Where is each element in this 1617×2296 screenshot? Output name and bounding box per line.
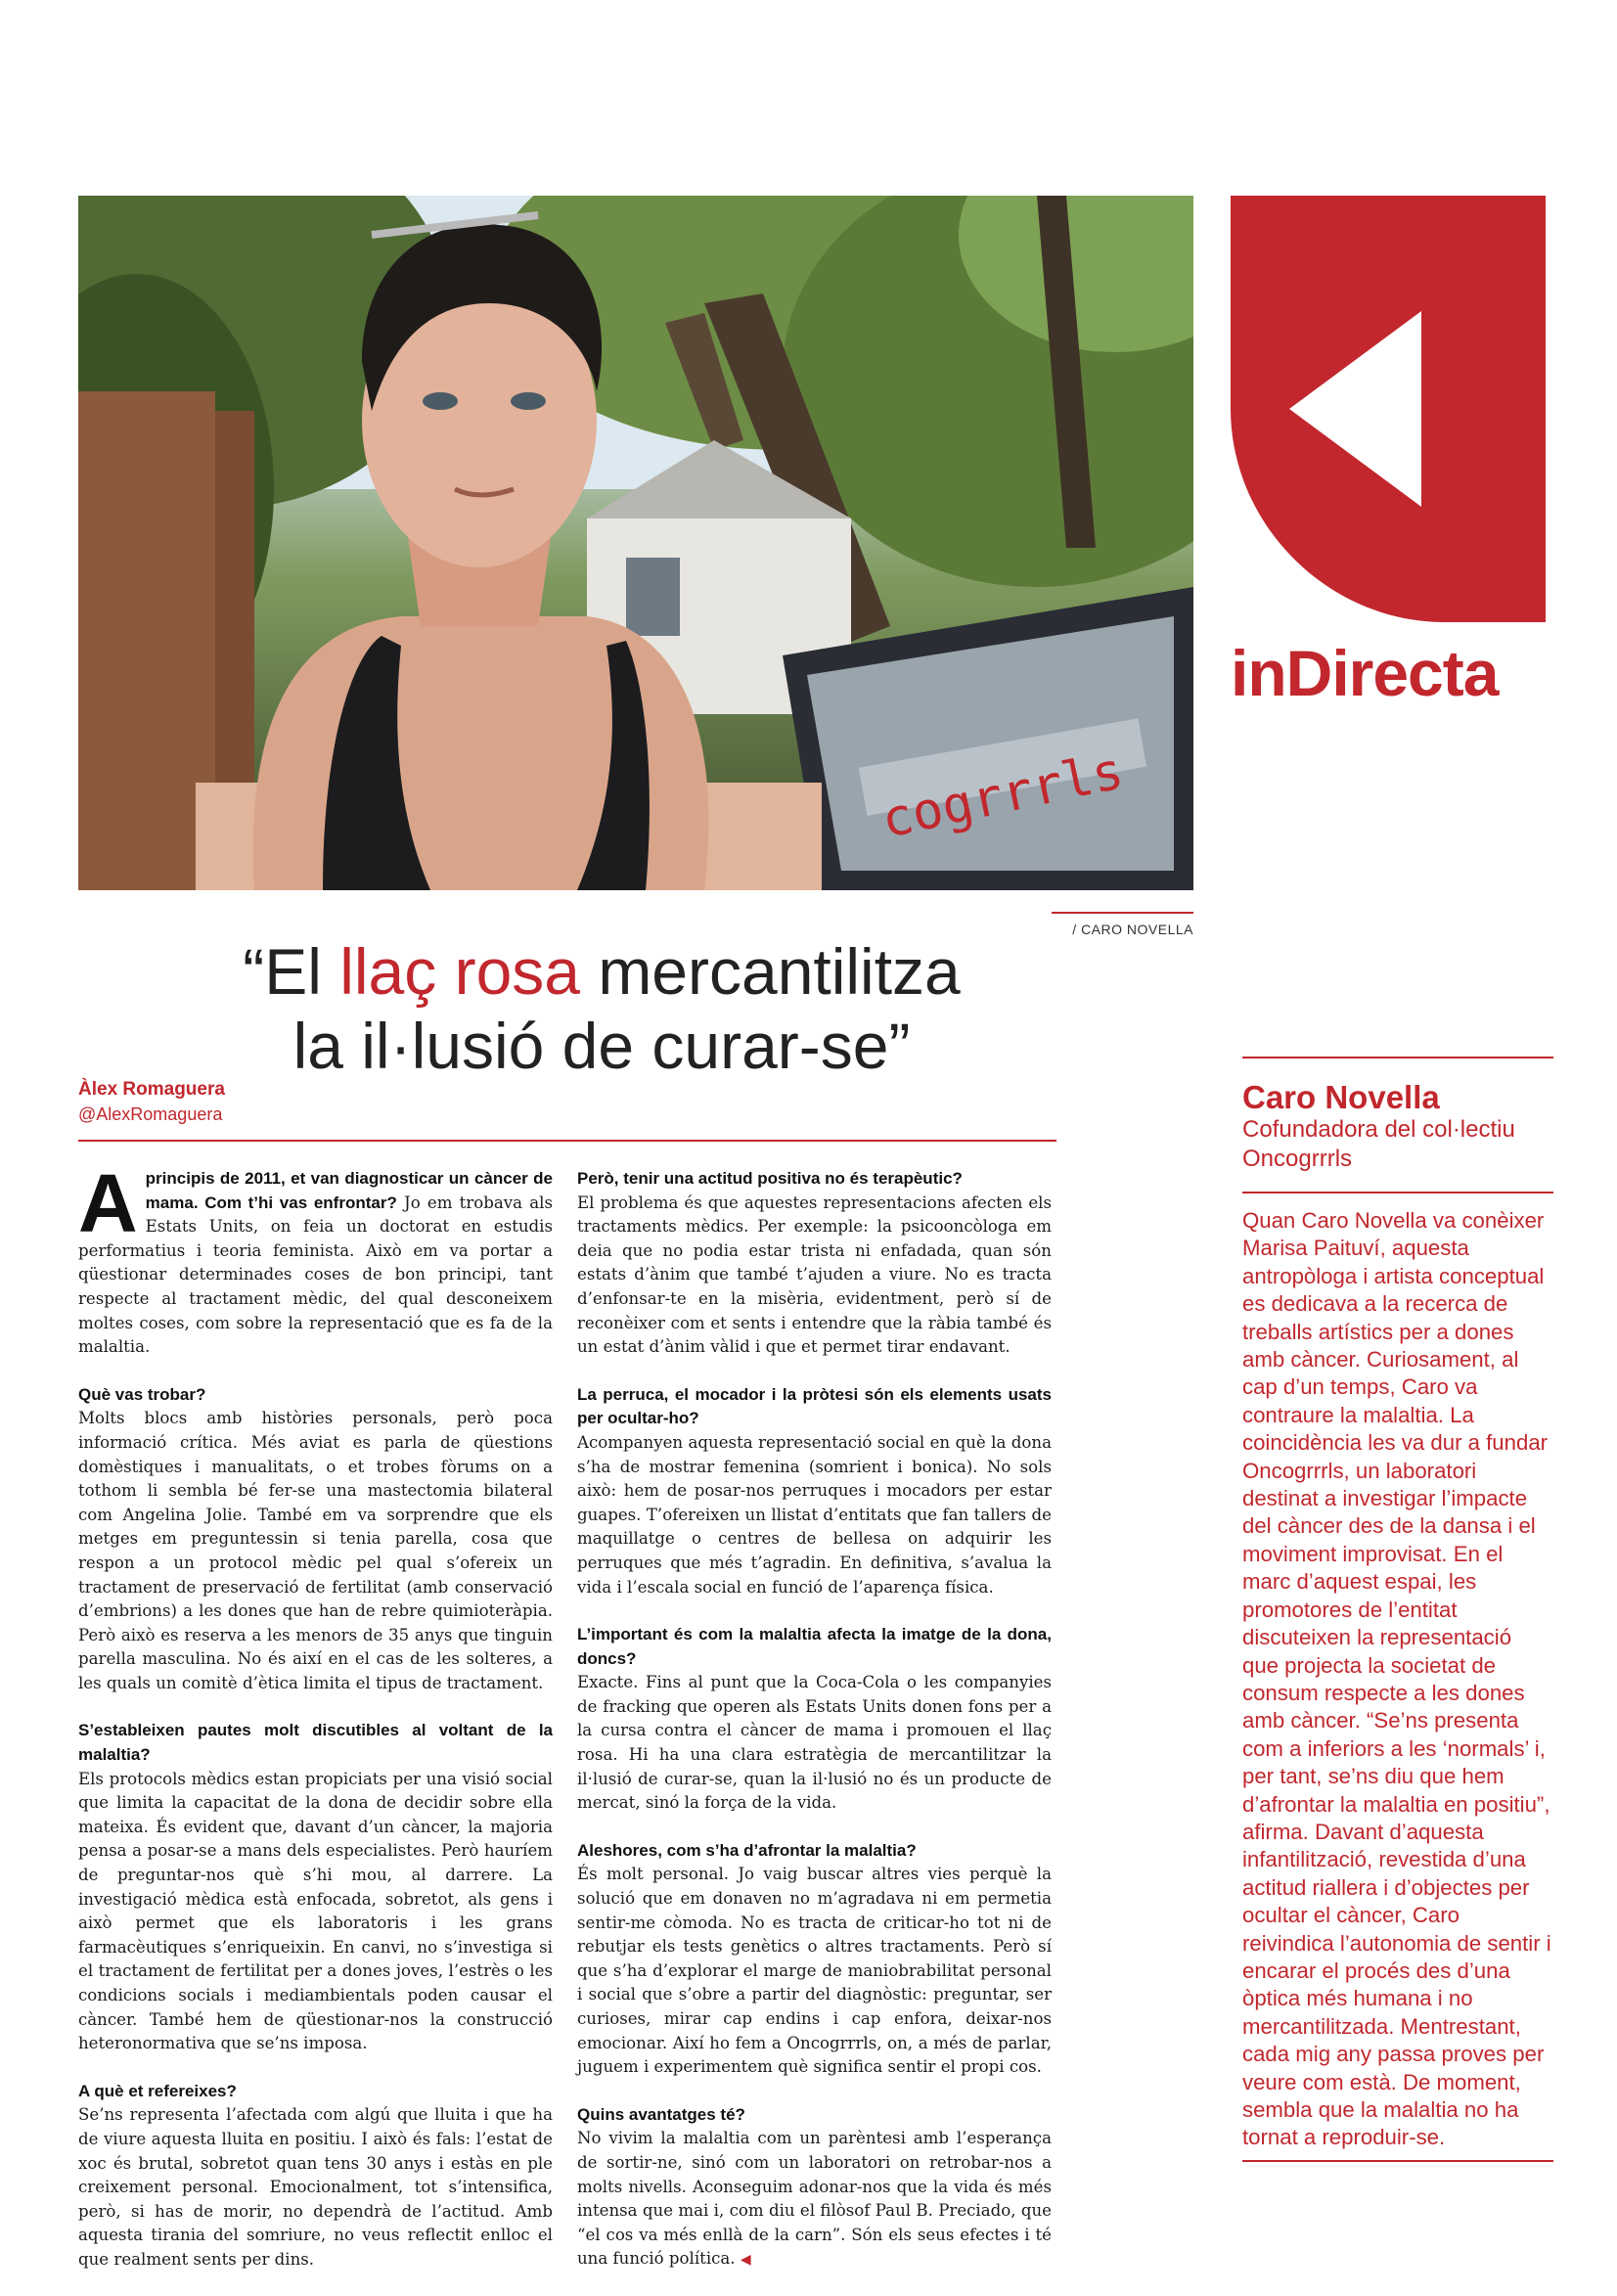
question-heading: Què vas trobar?: [78, 1384, 206, 1404]
headline-highlight: llaç rosa: [339, 935, 580, 1008]
photo-credit: / CARO NOVELLA: [1052, 912, 1193, 937]
profile-name: Caro Novella: [1242, 1079, 1440, 1115]
drop-cap: A: [78, 1157, 138, 1249]
brand-name: inDirecta: [1231, 637, 1499, 709]
question-heading: A què et refereixes?: [78, 2081, 237, 2100]
brand-logo: [1231, 196, 1546, 622]
laptop-screen-text: cogrrrls: [876, 742, 1129, 850]
article-column-1: [78, 1157, 553, 2296]
headline-rule: [78, 1140, 1056, 1142]
photo-illustration: [78, 196, 1193, 890]
question-heading: L’important és com la malaltia afecta la imatge de la dona, doncs?: [577, 1625, 1052, 1668]
author-handle[interactable]: @AlexRomaguera: [78, 1104, 223, 1124]
profile-body: Quan Caro Novella va conèixer Marisa Paituví, aquesta antropòloga i artista conceptual es dedicava a la recerca de treballs artístics per a dones amb càncer. Curiosament, al cap d’un temps, Caro va contraure la malaltia. La coincidència les va dur a fundar Oncogrrrls, un laboratori destinat a investigar l’impacte del càncer des de la dansa i el moviment improvisat. En el marc d’aquest espai, les promotores de l’entitat discuteixen la representació que projecta la societat de consum respecte a les dones amb càncer. “Se’ns presenta com a inferiors a les ‘normals’ i, per tant, se’ns diu que hem d’afrontar la malaltia en positiu”, afirma. Davant d’aquesta infantilització, revestida d’una actitud riallera i d’objectes per ocultar el càncer, Caro reivindica l’autonomia de sentir i encarar el procés des d’una òptica més humana i no mercantilitzada. Mentrestant, cada mig any passa proves per veure com està. De moment, sembla que la malaltia no ha tornat a reproduir-se.: [1242, 1208, 1551, 2150]
question-heading: La perruca, el mocador i la pròtesi són els elements usats per ocultar-ho?: [577, 1384, 1052, 1428]
article-column-2: [577, 1167, 1052, 2295]
sidebar-mid-rule: [1242, 1192, 1553, 1193]
profile-role: Cofundadora del col·lectiu Oncogrrrls: [1242, 1116, 1515, 1172]
headline-open: “El: [243, 935, 340, 1008]
final-answer-text: No vivim la malaltia com un parèntesi amb l’esperança de sortir-ne, sinó com un laboratori on retrobar-nos a molts nivells. Aconseguim adonar-nos que la vida és més intensa que mai i, com diu el filòsof Paul B. Preciado, que “el cos va més enllà de la carn”. Són els seus efectes i té una funció política.: [577, 2129, 1052, 2269]
answer-paragraph: Els protocols mèdics estan propiciats per una visió social que limita la capacitat de la dona de decidir sobre ella mateixa. És evident que, davant d’un càncer, la majoria pensa a posar-se a mans dels especialistes. Però hauríem de preguntar-nos què s’hi mou, al darrere. La investigació mèdica està enfocada, sobretot, als gens i això permet que els laboratoris i les grans farmacèutiques s’enriqueixin. En canvi, no s’investiga si el tractament de fertilitat per a dones joves, l’estrès o les condicions socials i mediambientals poden causar el càncer. També hem de qüestionar-nos la construcció heteronormativa que se’ns imposa.: [78, 1769, 553, 2053]
profile-sidebar: [1242, 1057, 1553, 2162]
answer-paragraph: [577, 2127, 1052, 2272]
answer-paragraph: Molts blocs amb històries personals, però poca informació crítica. Més aviat es parla de qüestions domèstiques i manualitats, o et trobes fòrums on a tothom li sembla bé fer-se una mastectomia bilateral com Angelina Jolie. També em va sorprendre que els metges em preguntessin si tenia parella, cosa que respon a un protocol mèdic pel qual s’ofereix un tractament de preservació de fertilitat (amb conservació d’embrions) a les dones que han de rebre quimioteràpia. Però això es reserva a les menors de 35 anys que tinguin parella masculina. No és així en el cas de les solteres, a les quals un comitè d’ètica limita el tipus de tractament.: [78, 1409, 553, 1692]
sidebar-top-rule: [1242, 1057, 1553, 1058]
article-intro: [78, 1157, 553, 1360]
sidebar-bottom-rule: [1242, 2160, 1553, 2162]
answer-paragraph: Exacte. Fins al punt que la Coca-Cola o les companyies de fracking que operen als Estats Units donen fons per a la cursa contra el càncer de mama i promouen el llaç rosa. Hi ha una clara estratègia de mercantilitzar la il·lusió de curar-se, quan la il·lusió no és un producte de mercat, sinó la força de la vida.: [577, 1673, 1052, 1813]
byline: [78, 1079, 225, 1125]
question-heading: Aleshores, com s’ha d’afrontar la malaltia?: [577, 1840, 917, 1860]
question-heading: Però, tenir una actitud positiva no és terapèutic?: [577, 1169, 963, 1188]
question-heading: S’estableixen pautes molt discutibles al voltant de la malaltia?: [78, 1721, 553, 1765]
answer-paragraph: El problema és que aquestes representacions afecten els tractaments mèdics. Per exemple: la psicooncòloga em deia que no podia estar trista ni enfadada, quan són estats d’ànim que també t’ajuden a viure. No es tracta d’enfonsar-te en la misèria, evidentment, però sí de reconèixer com et sents i entendre que la ràbia també és un estat d’ànim vàlid i que et permet tirar endavant.: [577, 1193, 1052, 1357]
answer-paragraph: Se’ns representa l’afectada com algú que lluita i que ha de viure aquesta lluita en positiu. I això és fals: l’estat de xoc és brutal, sobretot quan tens 30 anys i estàs en ple creixement personal. Emocionalment, tot s’intensifica, però, si has de morir, no dependrà de l’actitud. Amb aquesta tirania del somriure, no veus reflectit enlloc el que realment sents per dins.: [78, 2105, 553, 2269]
author-name: Àlex Romaguera: [78, 1079, 225, 1100]
headline-rest: mercantilitza: [579, 935, 961, 1008]
headline: [78, 934, 1125, 1083]
answer-paragraph: És molt personal. Jo vaig buscar altres vies perquè la solució que em donaven no m’agradava ni em permetia sentir-me còmoda. No es tracta de criticar-ho tot ni de rebutjar els tests genètics o altres tractaments. Però sí que s’ha d’explorar el marge de maniobrabilitat personal i social que s’obre a partir del diagnòstic: preguntar, ser curioses, mirar cap endins i cap enfora, deixar-nos emocionar. Així ho fem a Oncogrrrls, on, a més de parlar, juguem i experimentem què significa sentir el propi cos.: [577, 1865, 1052, 2077]
portrait-photo: [78, 196, 1193, 890]
intro-answer: Jo em trobava als Estats Units, on feia un doctorat en estudis performatius i teoria feminista. Això em va portar a qüestionar determinades coses de bon principi, tant respecte al tractament mèdic, del qual desconeixem moltes coses, com sobre la representació que es fa de la malaltia.: [78, 1193, 553, 1357]
question-heading: Quins avantatges té?: [577, 2104, 745, 2124]
end-mark-icon: ◀: [740, 2251, 751, 2268]
answer-paragraph: Acompanyen aquesta representació social en què la dona s’ha de mostrar femenina (somrient i bonica). No sols això: hem de posar-nos perruques i mocadors per estar guapes. T’ofereixen un llistat d’entitats que fan tallers de maquillatge o centres de bellesa on adquirir les perruques que més t’agradin. En definitiva, s’avalua la vida i l’escala social en funció de l’aparença física.: [577, 1432, 1052, 1597]
intro-question: principis de 2011, et van diagnosticar un càncer de mama. Com t’hi vas enfrontar?: [145, 1169, 553, 1212]
headline-line2: la il·lusió de curar-se”: [292, 1010, 911, 1082]
